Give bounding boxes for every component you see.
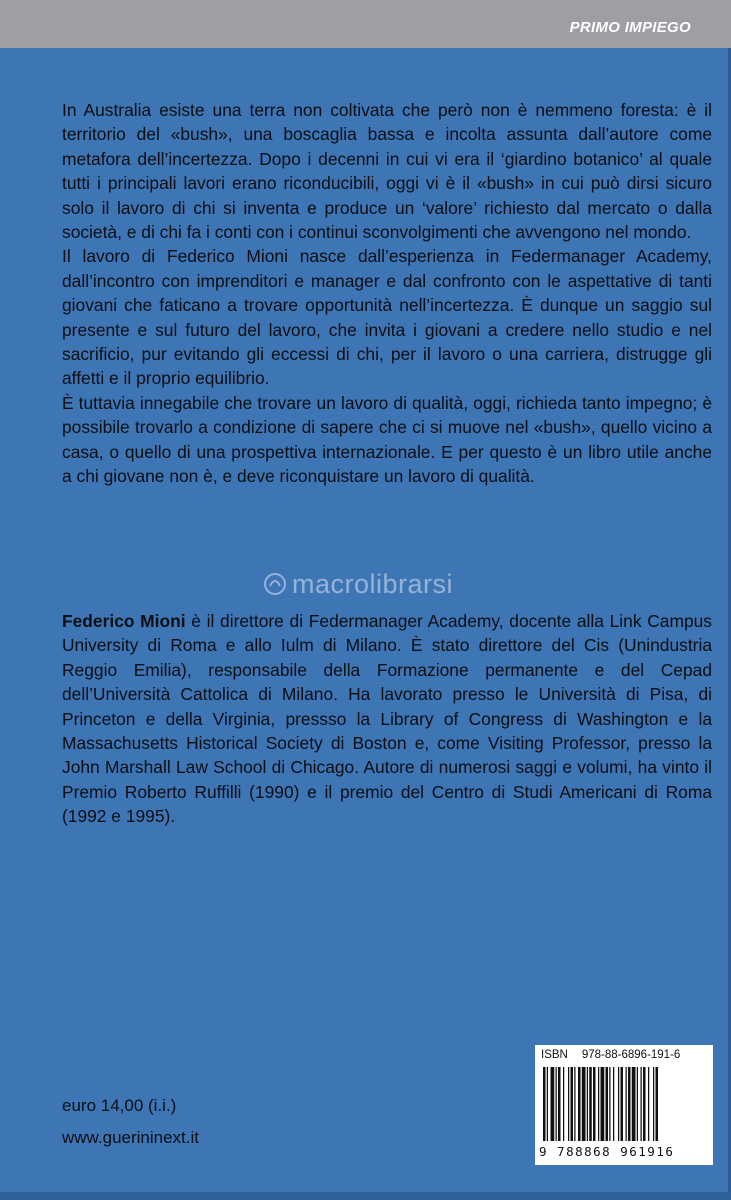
barcode-box bbox=[535, 1045, 713, 1165]
barcode-bars bbox=[543, 1067, 707, 1141]
price: euro 14,00 (i.i.) bbox=[62, 1096, 177, 1115]
blurb-paragraph: In Australia esiste una terra non coltivata che però non è nemmeno foresta: è il territorio del «bush», una boscaglia bassa e incolta assunta dall’autore come metafora dell’incertezza. Dopo i decenni in cui vi era il ‘giardino botanico’ al quale tutti i principali lavori erano riconducibili, oggi vi è il «bush» in cui può dirsi sicuro solo il lavoro di chi si inventa e produce un ‘valore’ richiesto dal mercato o dalla società, e di chi fa i conti con i continui sconvolgimenti che avvengono nel mondo. bbox=[62, 100, 712, 243]
series-title: PRIMO IMPIEGO bbox=[569, 19, 691, 36]
author-name: Federico Mioni bbox=[62, 611, 186, 631]
publisher-website: www.guerininext.it bbox=[62, 1128, 200, 1147]
series-banner bbox=[0, 0, 731, 48]
author-bio-text: è il direttore di Federmanager Academy, docente alla Link Campus University di Roma e allo Iulm di Milano. È stato direttore del Cis (Unindustria Reggio Emilia), responsabile della Formazione permanente e del Cepad dell’Università Cattolica di Milano. Ha lavorato presso le Università di Pisa, di Princeton e della Virginia, pressso la Library of Congress di Washington e la Massachusetts Historical Society di Boston e, come Visiting Professor, presso la John Marshall Law School di Chicago. Autore di numerosi saggi e volumi, ha vinto il Premio Roberto Ruffilli (1990) e il premio del Centro di Studi Americani di Roma (1992 e 1995). bbox=[62, 611, 712, 827]
blurb-paragraph: È tuttavia innegabile che trovare un lavoro di qualità, oggi, richieda tanto impegno; è possibile trovarlo a condizione di sapere che ci si muove nel «bush», quello vicino a casa, o quello di una prospettiva internazionale. E per questo è un libro utile anche a chi giovane non è, e deve riconquistare un lavoro di qualità. bbox=[62, 392, 712, 487]
watermark-logo-icon bbox=[262, 571, 288, 597]
watermark-text: macrolibrarsi bbox=[292, 569, 454, 599]
isbn-number: 978-88-6896-191-6 bbox=[581, 1049, 681, 1061]
isbn-label: ISBN bbox=[541, 1049, 568, 1061]
blurb-paragraph: Il lavoro di Federico Mioni nasce dall’esperienza in Federmanager Academy, dall’incontro con imprenditori e manager e dal confronto con le aspettative di tanti giovani che faticano a trovare opportunità nell’incertezza. È dunque un saggio sul presente e sul futuro del lavoro, che invita i giovani a credere nello studio e nel sacrificio, pur evitando gli eccessi di chi, per il lavoro o una carriera, distrugge gli affetti e il proprio equilibrio. bbox=[62, 246, 712, 389]
barcode-digits: 9 788868 961916 bbox=[539, 1144, 675, 1159]
isbn bbox=[541, 1049, 694, 1061]
author-bio bbox=[62, 609, 712, 829]
watermark bbox=[262, 569, 453, 600]
blurb bbox=[62, 98, 712, 489]
